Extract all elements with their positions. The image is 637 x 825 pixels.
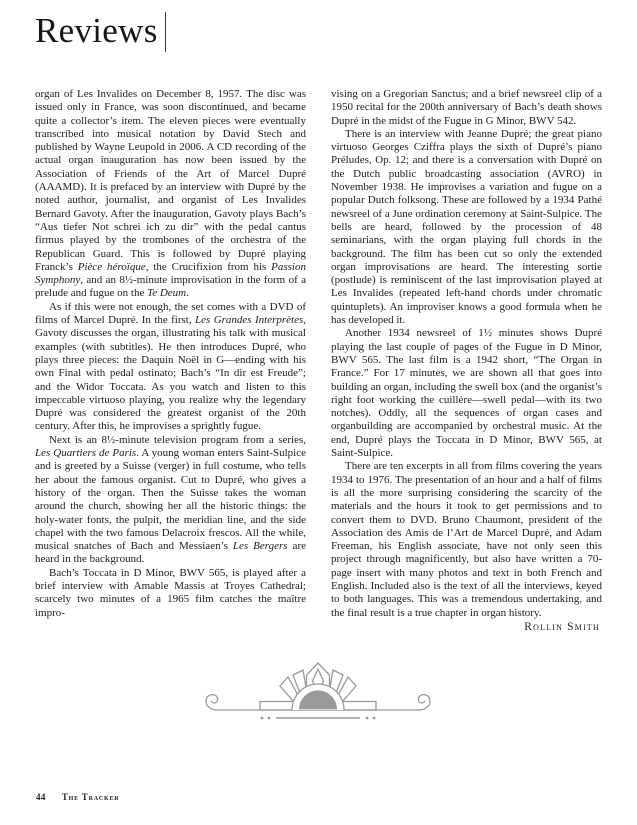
italic-text: Pièce héroïque	[77, 260, 146, 273]
body-paragraph	[331, 88, 602, 128]
column-right	[331, 88, 602, 634]
column-left	[35, 88, 306, 634]
ornament-dot	[373, 717, 376, 720]
page-title: Reviews	[35, 11, 158, 50]
page-number: 44	[36, 792, 46, 802]
body-text: As if this were not enough, the set comes with a DVD of films of Marcel Dupré. In the first,	[35, 300, 306, 327]
body-text: Another 1934 newsreel of 1½ minutes shows Dupré playing the last couple of pages of the Fugue in D Minor, BWV 565. The last film is a 1942 short, “The Organ in France.” For 17 minutes, we are shown all that goes into building an organ, including the swell box (and the organist’s right foot working the cuillère—swell pedal—with its two notches). Oddly, all the sequences of organ cases and organbuilding are accompanied by orchestral music. At the end, Dupré plays the Toccata in D Minor, BWV 565, at Saint-Sulpice.	[331, 327, 602, 460]
body-text: vising on a Gregorian Sanctus; and a brief newsreel clip of a 1950 recital for the 200th anniversary of Bach’s death shows Dupré in the midst of the Fugue in G Minor, BWV 542.	[331, 88, 602, 127]
italic-text: Les Grandes Interprètes	[195, 314, 304, 327]
body-text: There are ten excerpts in all from films covering the years 1934 to 1976. The presentation of an hour and a half of films is all the more surprising considering the scarcity of the materials and the hours it took to get permissions and to convert them to DVD. Bruno Chaumont, president of the Association des Amis de l’Art de Marcel Dupré, and Adam Freeman, his English associate, have not only seen this project through magnificently, but also have written a 70-page insert with many photos and text in both French and English. Included also is the text of all the interviews, keyed to both languages. This was a tremendous undertaking, and the final result is a true chapter in organ history.	[331, 460, 602, 619]
article-body	[35, 88, 602, 634]
body-paragraph	[331, 128, 602, 327]
page-header	[35, 12, 166, 48]
body-text: .	[186, 287, 189, 300]
body-paragraph	[35, 301, 306, 434]
body-text: . A young woman enters Saint-Sulpice and is greeted by a Suisse (verger) in full costume, who tells her about the famous organist. Cut to Dupré, who gives a history of the organ. Then the Suisse takes the woman around the church, showing her all the historic things: the holy-water fonts, the pulpit, the meridian line, and the side chapel with the two famous Delacroix frescos. All the while, musical snatches of Bach and Messiaen’s	[35, 447, 306, 553]
ornament-curl-left	[206, 695, 218, 710]
italic-text: Les Quartiers de Paris	[35, 447, 137, 460]
body-text: , and an 8½-minute improvisation in the form of a prelude and fugue on the	[35, 274, 306, 300]
italic-text: Te Deum	[147, 287, 187, 300]
body-text: There is an interview with Jeanne Dupré; the great piano virtuoso Georges Cziffra plays the sixth of Dupré’s piano Préludes, Op. 12; and there is a conversation with Dupré on the Dutch public broadcasting association (AVRO) in November 1938. He improvises a variation and fugue on a popular Dutch folksong. These are followed by a 1934 Pathé newsreel of a June ordination ceremony at Saint-Sulpice. The bells are heard, followed by the procession of 48 seminarians, with the organ playing full chords in the background. The film has been cut so only the extended organ improvisations are heard. The interesting sortie (postlude) is reminiscent of the last improvisation played at Les Invalides (repeated left-hand chords under chromatic quintuplets). An improviser knows a good formula when he has developed it.	[331, 127, 602, 327]
italic-text: Les Bergers	[232, 540, 288, 553]
body-text: are heard in the background.	[35, 540, 306, 566]
journal-title: The Tracker	[61, 792, 120, 802]
italic-text: Passion Symphony	[35, 260, 306, 287]
art-deco-ornament	[203, 644, 433, 729]
body-text: Bach’s Toccata in D Minor, BWV 565, is played after a brief interview with Amable Massis at Troyes Cathedral; scarcely two minutes of a 1965 film catches the maître impro-	[35, 566, 306, 619]
title-vertical-rule	[165, 12, 167, 52]
ornament-dot	[268, 717, 271, 720]
body-text: , the Crucifixion from his	[145, 260, 272, 273]
body-text: , Gavoty discusses the organ, illustrating his talk with musical examples (with subtitles). He then introduces Dupré, who plays three pieces: the Daquin Noël in G—ending with his own Final with pedal ostinato; Bach’s “In dir est Freude”; and the Widor Toccata. As you watch and listen to this impeccable virtuoso playing, you realize why the legendary Dupré was considered the greatest organist of the 20th century. After this, he improvises a sprightly fugue.	[35, 314, 306, 433]
ornament-dot	[366, 717, 369, 720]
reviewer-signature: Rollin Smith	[524, 620, 600, 633]
body-paragraph	[35, 88, 306, 301]
body-paragraph	[35, 434, 306, 567]
ornament-dot	[261, 717, 264, 720]
body-paragraph	[35, 567, 306, 620]
ornament-curl-right	[418, 695, 430, 710]
page-footer	[36, 792, 119, 802]
body-paragraph	[331, 327, 602, 460]
body-text: organ of Les Invalides on December 8, 1957. The disc was issued only in France, was soon discontinued, and became quite a collector’s item. The eleven pieces were eventually transcribed into musical notation by David Stech and published by Wayne Leupold in 2006. A CD recording of the actual organ inauguration has now been issued by the Association of Friends of the Art of Marcel Dupré (AAAMD). It is prefaced by an interview with Dupré by the noted author, journalist, and organist of Les Invalides Bernard Gavoty. After the inauguration, Gavoty plays Bach’s “Aus tiefer Not schrei ich zu dir” with the pedal cantus firmus played by the trombones of the orchestra of the Republican Guard. This is followed by Dupré playing Franck’s	[35, 88, 306, 273]
body-paragraph	[331, 460, 602, 620]
body-text: Next is an 8½-minute television program from a series,	[49, 433, 306, 446]
